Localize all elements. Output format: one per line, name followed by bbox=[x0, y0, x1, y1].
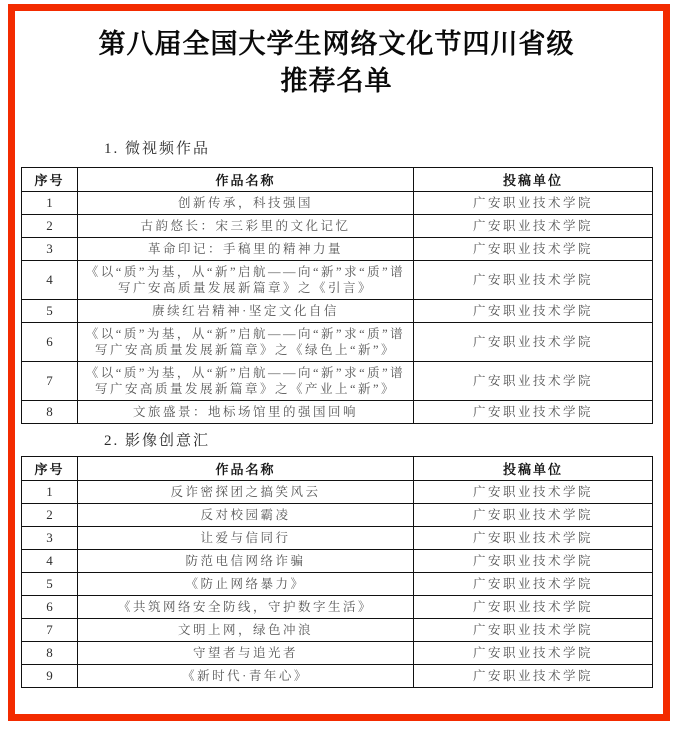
cell-org: 广安职业技术学院 bbox=[414, 665, 653, 688]
col-header-title: 作品名称 bbox=[78, 457, 414, 481]
cell-org: 广安职业技术学院 bbox=[414, 362, 653, 401]
cell-org: 广安职业技术学院 bbox=[414, 238, 653, 261]
cell-org: 广安职业技术学院 bbox=[414, 550, 653, 573]
table-row bbox=[22, 261, 653, 300]
cell-title: 文明上网，绿色冲浪 bbox=[78, 619, 414, 642]
cell-title: 文旅盛景：地标场馆里的强国回响 bbox=[78, 401, 414, 424]
cell-title: 《共筑网络安全防线，守护数字生活》 bbox=[78, 596, 414, 619]
table-row bbox=[22, 504, 653, 527]
cell-index: 1 bbox=[22, 481, 78, 504]
cell-index: 4 bbox=[22, 261, 78, 300]
cell-index: 6 bbox=[22, 596, 78, 619]
cell-title: 革命印记：手稿里的精神力量 bbox=[78, 238, 414, 261]
cell-title: 创新传承，科技强国 bbox=[78, 192, 414, 215]
document-title-line1: 第八届全国大学生网络文化节四川省级 bbox=[98, 29, 575, 59]
cell-index: 5 bbox=[22, 573, 78, 596]
cell-title: 《以“质”为基，从“新”启航——向“新”求“质”谱写广安高质量发展新篇章》之《产业上“新”》 bbox=[78, 362, 414, 401]
cell-org: 广安职业技术学院 bbox=[414, 619, 653, 642]
cell-index: 3 bbox=[22, 527, 78, 550]
cell-index: 4 bbox=[22, 550, 78, 573]
cell-org: 广安职业技术学院 bbox=[414, 192, 653, 215]
cell-org: 广安职业技术学院 bbox=[414, 401, 653, 424]
cell-index: 1 bbox=[22, 192, 78, 215]
cell-index: 7 bbox=[22, 619, 78, 642]
table-row bbox=[22, 401, 653, 424]
table-row bbox=[22, 215, 653, 238]
cell-title: 反对校园霸凌 bbox=[78, 504, 414, 527]
cell-org: 广安职业技术学院 bbox=[414, 642, 653, 665]
cell-title: 防范电信网络诈骗 bbox=[78, 550, 414, 573]
table-row bbox=[22, 300, 653, 323]
table-row bbox=[22, 238, 653, 261]
table-header-row bbox=[22, 457, 653, 481]
col-header-title: 作品名称 bbox=[78, 168, 414, 192]
cell-index: 9 bbox=[22, 665, 78, 688]
cell-index: 2 bbox=[22, 215, 78, 238]
cell-index: 6 bbox=[22, 323, 78, 362]
micro-video-works-table bbox=[21, 167, 653, 424]
table-row bbox=[22, 481, 653, 504]
table-row bbox=[22, 192, 653, 215]
cell-title: 让爱与信同行 bbox=[78, 527, 414, 550]
cell-org: 广安职业技术学院 bbox=[414, 573, 653, 596]
cell-index: 3 bbox=[22, 238, 78, 261]
table-row bbox=[22, 573, 653, 596]
cell-title: 反诈密探团之搞笑风云 bbox=[78, 481, 414, 504]
cell-org: 广安职业技术学院 bbox=[414, 215, 653, 238]
cell-index: 8 bbox=[22, 401, 78, 424]
cell-org: 广安职业技术学院 bbox=[414, 261, 653, 300]
cell-title: 《防止网络暴力》 bbox=[78, 573, 414, 596]
table-row bbox=[22, 665, 653, 688]
cell-index: 8 bbox=[22, 642, 78, 665]
cell-title: 赓续红岩精神·坚定文化自信 bbox=[78, 300, 414, 323]
table-row bbox=[22, 550, 653, 573]
cell-org: 广安职业技术学院 bbox=[414, 527, 653, 550]
col-header-index: 序号 bbox=[22, 168, 78, 192]
cell-title: 《新时代·青年心》 bbox=[78, 665, 414, 688]
table-row bbox=[22, 642, 653, 665]
cell-org: 广安职业技术学院 bbox=[414, 504, 653, 527]
cell-org: 广安职业技术学院 bbox=[414, 596, 653, 619]
image-creative-works-table bbox=[21, 456, 653, 688]
cell-title: 《以“质”为基，从“新”启航——向“新”求“质”谱写广安高质量发展新篇章》之《绿色上“新”》 bbox=[78, 323, 414, 362]
cell-index: 7 bbox=[22, 362, 78, 401]
table-row bbox=[22, 323, 653, 362]
cell-org: 广安职业技术学院 bbox=[414, 323, 653, 362]
table-row bbox=[22, 527, 653, 550]
col-header-org: 投稿单位 bbox=[414, 457, 653, 481]
cell-org: 广安职业技术学院 bbox=[414, 481, 653, 504]
col-header-index: 序号 bbox=[22, 457, 78, 481]
document-title-line2: 推荐名单 bbox=[280, 66, 393, 96]
cell-title: 古韵悠长：宋三彩里的文化记忆 bbox=[78, 215, 414, 238]
table-row bbox=[22, 362, 653, 401]
section-1-heading: 1. 微视频作品 bbox=[104, 141, 211, 157]
table-header-row bbox=[22, 168, 653, 192]
col-header-org: 投稿单位 bbox=[414, 168, 653, 192]
cell-title: 守望者与追光者 bbox=[78, 642, 414, 665]
table-row bbox=[22, 596, 653, 619]
cell-index: 2 bbox=[22, 504, 78, 527]
cell-index: 5 bbox=[22, 300, 78, 323]
table-row bbox=[22, 619, 653, 642]
section-2-heading: 2. 影像创意汇 bbox=[104, 433, 211, 449]
cell-title: 《以“质”为基，从“新”启航——向“新”求“质”谱写广安高质量发展新篇章》之《引言》 bbox=[78, 261, 414, 300]
cell-org: 广安职业技术学院 bbox=[414, 300, 653, 323]
document-title bbox=[21, 26, 652, 100]
